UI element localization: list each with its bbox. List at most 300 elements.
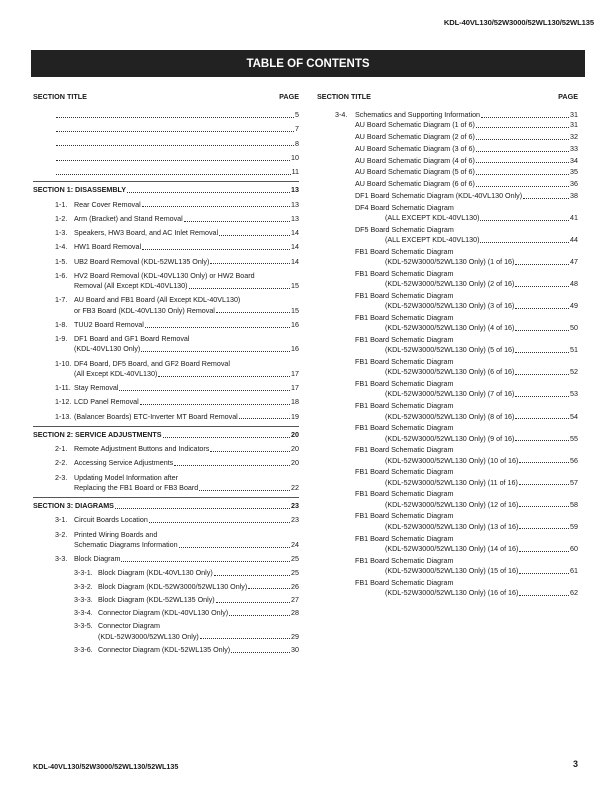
toc-entry-line [355,445,578,455]
entry-label: Printed Wiring Boards and [74,530,158,539]
dot-leader [115,508,290,509]
entry-number: 1-11. [55,384,71,392]
entry-label: FB1 Board Schematic Diagram [355,556,454,565]
toc-entry[interactable] [317,467,578,488]
toc-entry-line [55,214,299,224]
entry-number: 1-6. [55,271,68,280]
dot-leader [515,374,569,375]
dot-leader [210,263,290,264]
section-heading[interactable] [33,430,299,440]
right-column-header [317,92,578,103]
toc-entry[interactable] [33,359,299,380]
entry-label: (KDL-52W3000/52WL130 Only) (9 of 16) [385,434,515,443]
dot-leader [210,451,290,452]
toc-entry[interactable] [317,534,578,555]
entry-number: 2-1. [55,445,68,453]
entry-label: Block Diagram (KDL-40VL130 Only) [98,569,213,578]
toc-entry-line [355,389,578,399]
toc-entry-line [355,434,578,444]
toc-entry[interactable] [317,144,578,154]
entry-page-number: 25 [291,555,299,563]
entry-page-number: 24 [291,540,299,549]
entry-label: DF5 Board Schematic Diagram [355,225,454,234]
entry-label: (KDL-52W3000/52WL130 Only) (5 of 16) [385,346,515,355]
toc-entry-general[interactable] [33,167,299,177]
entry-label: LCD Panel Removal [74,398,139,407]
entry-label: TUU2 Board Removal [74,320,144,329]
dot-leader [56,160,290,161]
entry-page-number: 20 [291,459,299,468]
dot-leader [140,404,290,405]
entry-number: 3-3-6. [74,645,93,654]
entry-page-number: 7 [295,125,299,134]
entry-label: FB1 Board Schematic Diagram [355,380,454,389]
toc-entry-line [317,110,578,120]
toc-entry-line [355,456,578,466]
entry-label: FB1 Board Schematic Diagram [355,424,454,433]
entry-label: (KDL-52W3000/52WL130 Only) (8 of 16) [385,412,515,421]
toc-entry[interactable] [317,167,578,177]
dot-leader [519,595,569,596]
toc-entry-line [355,423,578,433]
entry-label: FB1 Board Schematic Diagram [355,358,454,367]
entry-label: FB1 Board Schematic Diagram [355,336,454,345]
entry-number: 3-3-2. [74,582,93,591]
entry-number: 3-3-4. [74,609,93,617]
entry-page-number: 32 [570,133,578,142]
dot-leader [216,602,290,603]
dot-leader [200,638,290,639]
entry-label: Arm (Bracket) and Stand Removal [74,214,183,223]
toc-entry-line [355,235,578,245]
dot-leader [158,376,290,377]
dot-leader [515,308,569,309]
toc-entry-line [74,568,299,578]
toc-entry[interactable] [317,291,578,312]
dot-leader [519,528,569,529]
page-number: 3 [572,759,578,769]
toc-entry[interactable] [317,556,578,577]
dot-leader [480,220,569,221]
dot-leader [142,206,290,207]
toc-entry-line [74,582,299,592]
footer-model-number: KDL-40VL130/52W3000/52WL130/52WL135 [33,762,179,771]
entry-label: (KDL-52W3000/52WL130 Only) (14 of 16) [385,544,519,553]
toc-entry-line [355,412,578,422]
entry-page-number: 52 [570,368,578,377]
toc-entry-general[interactable] [33,153,299,163]
entry-number: 3-3-5. [74,622,93,631]
entry-label: AU Board Schematic Diagram (6 of 6) [355,180,475,189]
entry-number: 1-10. [55,359,72,368]
entry-label: FB1 Board Schematic Diagram [355,468,454,477]
toc-entry[interactable] [317,110,578,120]
entry-page-number: 55 [570,434,578,443]
dot-leader [216,312,290,313]
entry-label: (KDL-52W3000/52WL130 Only) (7 of 16) [385,390,515,399]
toc-entry[interactable] [33,554,299,564]
toc-left-column [33,92,299,658]
toc-entry-line [355,313,578,323]
entry-page-number: 22 [291,483,299,492]
toc-entry-line [74,621,299,631]
toc-entry[interactable] [317,379,578,400]
toc-entry-line [355,345,578,355]
entry-page-number: 19 [291,412,299,421]
entry-page-number: 14 [291,229,299,237]
entry-page-number: 23 [291,516,299,525]
entry-label: (KDL-52W3000/52WL130 Only) (16 of 16) [385,588,519,597]
entry-label: (All Except KDL-40VL130) [74,369,158,378]
entry-label: (KDL-52W3000/52WL130 Only) (12 of 16) [385,500,519,509]
entry-label: Circuit Boards Location [74,516,148,525]
toc-entry[interactable] [33,257,299,267]
toc-entry-line [55,334,299,344]
toc-entry-line [55,412,299,422]
entry-label: AU Board Schematic Diagram (1 of 6) [355,121,475,130]
toc-entry[interactable] [33,412,299,422]
toc-entry[interactable] [317,247,578,268]
dot-leader [189,288,291,289]
toc-entry-line [355,367,578,377]
toc-entry-line [55,397,299,407]
dot-leader [515,330,569,331]
entry-label: Speakers, HW3 Board, and AC Inlet Removal [74,229,219,237]
entry-number: 1-2. [55,214,68,223]
entry-label: (ALL EXCEPT KDL-40VL130) [385,236,480,245]
toc-entry-line [55,554,299,564]
entry-label: AU Board and FB1 Board (All Except KDL-40VL130) [74,296,241,305]
toc-entry-line [355,511,578,521]
dot-leader [239,418,290,419]
toc-entry-general[interactable] [33,139,299,149]
entry-label: FB1 Board Schematic Diagram [355,446,454,455]
entry-label: HV2 Board Removal (KDL-40VL130 Only) or HW2 Board [74,271,255,280]
entry-number: 3-4. [335,111,348,119]
toc-entry-line [355,132,578,142]
dot-leader [219,235,290,236]
dot-leader [214,575,290,576]
entry-label: Replacing the FB1 Board or FB3 Board [74,483,199,492]
dot-leader [248,588,290,589]
toc-entry[interactable] [33,334,299,355]
entry-page-number: 16 [291,345,299,354]
entry-label: (KDL-52W3000/52WL130 Only) (4 of 16) [385,324,515,333]
dot-leader [476,151,569,152]
entry-label: (KDL-52W3000/52WL130 Only) (3 of 16) [385,302,515,311]
entry-page-number: 13 [291,186,299,195]
toc-entry-line [55,369,299,379]
dot-leader [142,249,290,250]
toc-entry[interactable] [317,313,578,334]
toc-entry-line [355,544,578,554]
toc-entry-line [55,200,299,210]
toc-entry-line [55,359,299,369]
entry-page-number: 62 [570,588,578,597]
toc-entry-line [355,522,578,532]
toc-entry-line [355,179,578,189]
toc-entry-line [355,588,578,598]
entry-label: (KDL-52W3000/52WL130 Only) [98,632,199,641]
toc-entry[interactable] [33,473,299,494]
toc-entry-line [355,213,578,223]
entry-label: HW1 Board Removal [74,243,142,252]
toc-entry[interactable] [33,515,299,525]
toc-entry[interactable] [33,530,299,551]
entry-page-number: 5 [295,111,299,119]
dot-leader [179,547,290,548]
entry-label: DF4 Board, DF5 Board, and GF2 Board Removal [74,359,230,368]
entry-label: SECTION 2: SERVICE ADJUSTMENTS [33,430,162,439]
left-column-header [33,92,299,103]
dot-leader [184,221,290,222]
toc-entry[interactable] [33,320,299,330]
dot-leader [515,264,569,265]
toc-entry[interactable] [317,191,578,201]
toc-entry-line [355,144,578,154]
toc-entry[interactable] [317,269,578,290]
toc-entry[interactable] [317,225,578,246]
toc-entry-line [355,291,578,301]
dot-leader [56,174,291,175]
toc-entry[interactable] [33,582,299,592]
toc-entry-line [355,578,578,588]
toc-entry[interactable] [33,568,299,578]
toc-entry-line [55,458,299,468]
entry-page-number: 31 [570,121,578,130]
toc-entry-line [55,167,299,177]
toc-entry[interactable] [317,335,578,356]
toc-entry[interactable] [33,383,299,393]
entry-label: AU Board Schematic Diagram (3 of 6) [355,144,475,153]
entry-label: Rear Cover Removal [74,200,141,209]
dot-leader [476,127,569,128]
entry-label: FB1 Board Schematic Diagram [355,269,454,278]
toc-entry-line [55,530,299,540]
entry-page-number: 54 [570,412,578,421]
entry-page-number: 17 [291,369,299,378]
toc-entry-line [55,124,299,134]
entry-label: AU Board Schematic Diagram (5 of 6) [355,168,475,177]
toc-entry[interactable] [33,645,299,655]
entry-label: DF1 Board and GF1 Board Removal [74,335,190,343]
entry-label: Connector Diagram [98,622,160,631]
entry-number: 2-3. [55,473,68,482]
toc-entry-line [33,185,299,195]
dot-leader [56,131,294,132]
toc-entry-line [55,242,299,252]
toc-entry[interactable] [33,621,299,642]
toc-entry[interactable] [317,132,578,142]
entry-page-number: 30 [291,645,299,654]
section-heading[interactable] [33,501,299,511]
toc-entry[interactable] [33,295,299,316]
toc-entry[interactable] [33,397,299,407]
dot-leader [523,198,569,199]
toc-entry-line [355,269,578,279]
toc-entry[interactable] [33,458,299,468]
entry-number: 1-9. [55,335,68,343]
toc-entry[interactable] [317,511,578,532]
toc-entry-general[interactable] [33,110,299,120]
toc-entry-line [55,540,299,550]
toc-entry-line [74,645,299,655]
toc-entry[interactable] [33,200,299,210]
page-label: PAGE [558,92,578,101]
divider [33,181,299,182]
entry-label: DF4 Board Schematic Diagram [355,203,454,212]
toc-entry[interactable] [317,120,578,130]
toc-entry-line [55,295,299,305]
entry-label: (KDL-52W3000/52WL130 Only) (6 of 16) [385,368,515,377]
entry-label: Accessing Service Adjustments [74,459,174,468]
dot-leader [519,462,569,463]
entry-label: UB2 Board Removal (KDL-52WL135 Only) [74,257,210,266]
entry-page-number: 15 [291,282,299,290]
entry-label: (KDL-52W3000/52WL130 Only) (15 of 16) [385,566,519,575]
toc-entry-line [355,566,578,576]
toc-entry[interactable] [33,228,299,238]
entry-page-number: 31 [570,111,578,119]
toc-entry[interactable] [317,203,578,224]
toc-entry[interactable] [33,271,299,292]
toc-entry[interactable] [33,242,299,252]
entry-number: 3-3-3. [74,595,93,604]
entry-page-number: 13 [291,214,299,223]
dot-leader [476,174,569,175]
dot-leader [56,145,294,146]
toc-entry-line [74,595,299,605]
entry-label: FB1 Board Schematic Diagram [355,402,454,411]
toc-entry-line [355,335,578,345]
entry-page-number: 11 [291,168,299,176]
section-heading[interactable] [33,185,299,195]
toc-entry[interactable] [317,156,578,166]
entry-page-number: 34 [570,156,578,165]
entry-label: FB1 Board Schematic Diagram [355,512,454,521]
toc-entry[interactable] [33,595,299,605]
entry-label: AU Board Schematic Diagram (2 of 6) [355,133,475,142]
toc-entry[interactable] [317,423,578,444]
entry-page-number: 50 [570,324,578,333]
entry-label: Connector Diagram (KDL-52WL135 Only) [98,645,231,654]
entry-label: FB1 Board Schematic Diagram [355,314,454,323]
entry-page-number: 47 [570,258,578,267]
toc-entry-line [355,120,578,130]
entry-page-number: 10 [291,153,299,162]
entry-page-number: 28 [291,609,299,617]
toc-entry-line [55,444,299,454]
entry-label: Stay Removal [74,384,119,392]
toc-entry-line [55,281,299,291]
toc-entry-line [55,344,299,354]
entry-label: DF1 Board Schematic Diagram (KDL-40VL130 Only) [355,192,523,201]
page-label: PAGE [279,92,299,101]
dot-leader [476,139,569,140]
toc-entry[interactable] [33,608,299,618]
entry-page-number: 61 [570,566,578,575]
entry-label: (KDL-52W3000/52WL130 Only) (1 of 16) [385,258,515,267]
entry-label: Schematic Diagrams Information [74,540,178,549]
entry-page-number: 18 [291,398,299,407]
toc-entry-line [55,320,299,330]
toc-entry-line [355,225,578,235]
entry-page-number: 33 [570,144,578,153]
dot-leader [515,286,569,287]
toc-entry[interactable] [317,179,578,189]
toc-entry-line [55,257,299,267]
entry-page-number: 35 [570,168,578,177]
entry-label: FB1 Board Schematic Diagram [355,292,454,301]
toc-entry-line [355,379,578,389]
toc-entry-line [355,357,578,367]
toc-entry[interactable] [317,401,578,422]
toc-entry-general[interactable] [33,124,299,134]
entry-number: 1-13. [55,412,72,421]
entry-label: SECTION 1: DISASSEMBLY [33,186,126,195]
entry-page-number: 13 [291,200,299,209]
entry-page-number: 25 [291,569,299,578]
dot-leader [515,352,569,353]
toc-entry-line [355,156,578,166]
dot-leader [199,490,290,491]
toc-entry-line [355,167,578,177]
toc-entry-line [355,534,578,544]
toc-entry-line [55,228,299,238]
entry-page-number: 14 [291,243,299,252]
entry-number: 3-3. [55,555,68,563]
dot-leader [476,186,569,187]
entry-label: (KDL-52W3000/52WL130 Only) (2 of 16) [385,280,515,289]
toc-entry-line [355,203,578,213]
toc-entry-line [33,501,299,511]
toc-entry-line [355,191,578,201]
entry-page-number: 26 [291,582,299,591]
toc-entry-line [55,473,299,483]
entry-label: Removal (All Except KDL-40VL130) [74,282,188,290]
toc-entry[interactable] [317,357,578,378]
section-title-label: SECTION TITLE [33,92,87,101]
page-title: TABLE OF CONTENTS [31,50,585,77]
dot-leader [145,327,290,328]
entry-page-number: 56 [570,456,578,465]
entry-label: or FB3 Board (KDL-40VL130 Only) Removal [74,306,215,315]
entry-page-number: 58 [570,500,578,509]
toc-entry-line [55,153,299,163]
toc-entry-line [355,556,578,566]
entry-page-number: 60 [570,544,578,553]
toc-entry[interactable] [317,489,578,510]
toc-entry[interactable] [33,444,299,454]
toc-entry-line [55,139,299,149]
entry-page-number: 15 [291,306,299,315]
entry-page-number: 59 [570,522,578,531]
toc-entry[interactable] [317,578,578,599]
dot-leader [515,396,569,397]
dot-leader [231,652,290,653]
entry-label: Block Diagram [74,555,121,563]
entry-number: 3-3-1. [74,569,93,578]
dot-leader [476,162,569,163]
entry-label: (Balancer Boards) ETC-Inverter MT Board Removal [74,412,238,421]
entry-label: (KDL-52W3000/52WL130 Only) (13 of 16) [385,522,519,531]
entry-label: Remote Adjustment Buttons and Indicators [74,445,210,453]
toc-entry[interactable] [33,214,299,224]
toc-entry-line [355,279,578,289]
toc-entry[interactable] [317,445,578,466]
toc-entry-line [74,608,299,618]
dot-leader [519,506,569,507]
